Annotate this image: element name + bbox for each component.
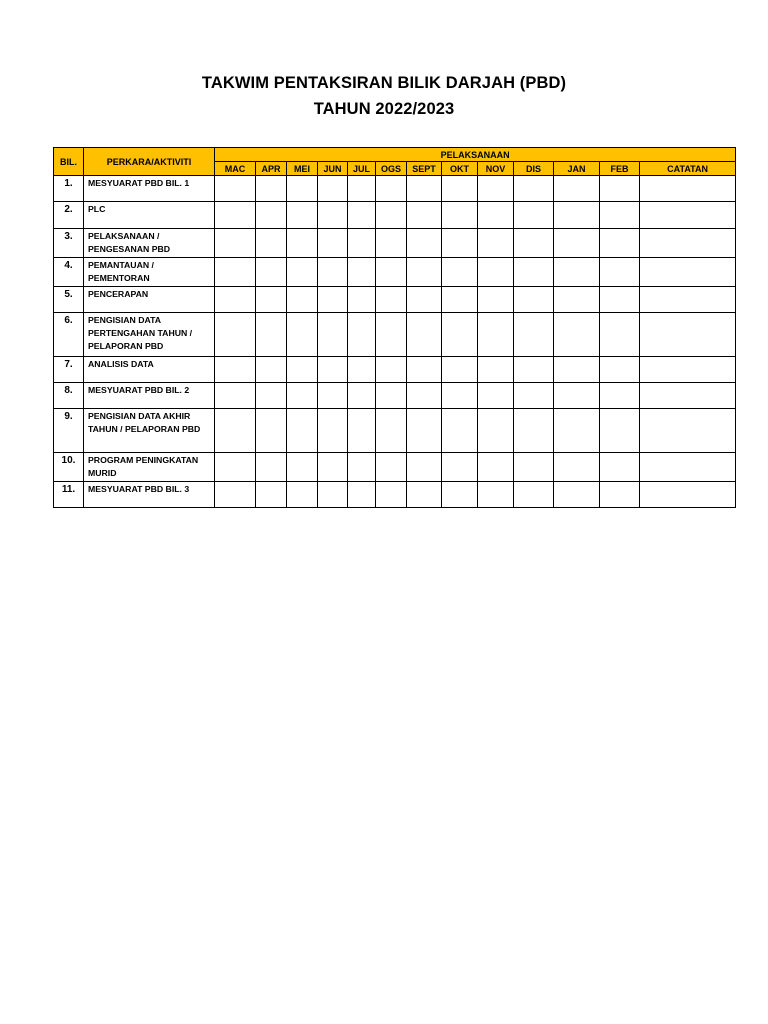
- month-cell: [348, 357, 376, 383]
- header-month-nov: NOV: [478, 162, 514, 176]
- month-cell: [442, 287, 478, 313]
- notes-cell: [640, 287, 736, 313]
- month-cell: [600, 357, 640, 383]
- month-cell: [376, 258, 407, 287]
- month-cell: [215, 383, 256, 409]
- document-title: [0, 70, 768, 122]
- activity-line: PLC: [88, 204, 106, 214]
- header-catatan: CATATAN: [640, 162, 736, 176]
- month-cell: [514, 287, 554, 313]
- month-cell: [478, 313, 514, 357]
- month-cell: [376, 287, 407, 313]
- notes-cell: [640, 482, 736, 508]
- month-cell: [514, 482, 554, 508]
- month-cell: [287, 258, 318, 287]
- header-activity: PERKARA/AKTIVITI: [84, 148, 215, 176]
- month-cell: [287, 482, 318, 508]
- notes-cell: [640, 383, 736, 409]
- activity-line: ANALISIS DATA: [88, 359, 154, 369]
- row-activity: [84, 176, 215, 202]
- table-row: [54, 383, 736, 409]
- activity-line: MESYUARAT PBD BIL. 1: [88, 178, 190, 188]
- month-cell: [318, 357, 348, 383]
- header-month-ogs: OGS: [376, 162, 407, 176]
- table-row: [54, 313, 736, 357]
- month-cell: [514, 357, 554, 383]
- month-cell: [442, 176, 478, 202]
- month-cell: [256, 482, 287, 508]
- month-cell: [600, 258, 640, 287]
- table-header: [54, 148, 736, 176]
- month-cell: [407, 453, 442, 482]
- month-cell: [442, 229, 478, 258]
- row-number: 2.: [54, 202, 84, 229]
- title-line-1: TAKWIM PENTAKSIRAN BILIK DARJAH (PBD): [201, 74, 567, 92]
- activity-line: PEMENTORAN: [88, 273, 150, 283]
- month-cell: [287, 313, 318, 357]
- month-cell: [514, 258, 554, 287]
- month-cell: [318, 176, 348, 202]
- month-cell: [554, 453, 600, 482]
- month-cell: [554, 357, 600, 383]
- row-activity: [84, 453, 215, 482]
- month-cell: [287, 409, 318, 453]
- month-cell: [287, 287, 318, 313]
- month-cell: [256, 229, 287, 258]
- month-cell: [478, 287, 514, 313]
- month-cell: [407, 287, 442, 313]
- month-cell: [376, 482, 407, 508]
- row-number: 7.: [54, 357, 84, 383]
- month-cell: [407, 176, 442, 202]
- month-cell: [215, 202, 256, 229]
- month-cell: [348, 202, 376, 229]
- activity-line: MESYUARAT PBD BIL. 3: [88, 484, 190, 494]
- month-cell: [376, 383, 407, 409]
- month-cell: [318, 202, 348, 229]
- row-activity: [84, 482, 215, 508]
- month-cell: [348, 453, 376, 482]
- row-number: 10.: [54, 453, 84, 482]
- activity-line: PROGRAM PENINGKATAN: [88, 455, 199, 465]
- header-pelaksanaan: PELAKSANAAN: [215, 148, 736, 162]
- row-activity: [84, 287, 215, 313]
- month-cell: [318, 229, 348, 258]
- month-cell: [554, 287, 600, 313]
- month-cell: [554, 202, 600, 229]
- month-cell: [407, 202, 442, 229]
- month-cell: [256, 383, 287, 409]
- month-cell: [318, 313, 348, 357]
- month-cell: [478, 229, 514, 258]
- month-cell: [478, 258, 514, 287]
- row-activity: [84, 258, 215, 287]
- month-cell: [600, 313, 640, 357]
- month-cell: [478, 482, 514, 508]
- month-cell: [514, 383, 554, 409]
- month-cell: [554, 409, 600, 453]
- notes-cell: [640, 258, 736, 287]
- notes-cell: [640, 202, 736, 229]
- header-month-jul: JUL: [348, 162, 376, 176]
- month-cell: [318, 258, 348, 287]
- month-cell: [407, 409, 442, 453]
- month-cell: [514, 453, 554, 482]
- notes-cell: [640, 313, 736, 357]
- month-cell: [442, 482, 478, 508]
- row-number: 8.: [54, 383, 84, 409]
- month-cell: [478, 383, 514, 409]
- month-cell: [215, 176, 256, 202]
- month-cell: [376, 357, 407, 383]
- month-cell: [554, 258, 600, 287]
- activity-line: PELAPORAN PBD: [88, 341, 164, 351]
- month-cell: [215, 313, 256, 357]
- month-cell: [407, 482, 442, 508]
- month-cell: [348, 482, 376, 508]
- header-month-apr: APR: [256, 162, 287, 176]
- month-cell: [215, 287, 256, 313]
- activity-line: PENCERAPAN: [88, 289, 149, 299]
- month-cell: [215, 453, 256, 482]
- month-cell: [514, 409, 554, 453]
- activity-line: PELAKSANAAN /: [88, 231, 160, 241]
- month-cell: [376, 409, 407, 453]
- table-row: [54, 409, 736, 453]
- month-cell: [600, 409, 640, 453]
- month-cell: [318, 383, 348, 409]
- row-number: 6.: [54, 313, 84, 357]
- month-cell: [348, 229, 376, 258]
- month-cell: [215, 258, 256, 287]
- month-cell: [442, 383, 478, 409]
- title-line-2: TAHUN 2022/2023: [313, 100, 455, 118]
- takwim-table: [53, 147, 736, 508]
- month-cell: [554, 176, 600, 202]
- month-cell: [256, 258, 287, 287]
- month-cell: [407, 357, 442, 383]
- row-number: 1.: [54, 176, 84, 202]
- table-row: [54, 229, 736, 258]
- month-cell: [478, 409, 514, 453]
- row-number: 9.: [54, 409, 84, 453]
- table-row: [54, 287, 736, 313]
- table-row: [54, 482, 736, 508]
- month-cell: [407, 383, 442, 409]
- month-cell: [376, 453, 407, 482]
- month-cell: [600, 229, 640, 258]
- activity-line: PENGISIAN DATA AKHIR: [88, 411, 191, 421]
- month-cell: [287, 357, 318, 383]
- activity-line: MESYUARAT PBD BIL. 2: [88, 385, 190, 395]
- month-cell: [514, 176, 554, 202]
- month-cell: [256, 357, 287, 383]
- month-cell: [348, 383, 376, 409]
- month-cell: [348, 287, 376, 313]
- month-cell: [318, 287, 348, 313]
- row-activity: [84, 229, 215, 258]
- month-cell: [287, 229, 318, 258]
- row-activity: [84, 357, 215, 383]
- month-cell: [376, 313, 407, 357]
- table-row: [54, 258, 736, 287]
- month-cell: [600, 202, 640, 229]
- row-number: 11.: [54, 482, 84, 508]
- month-cell: [600, 482, 640, 508]
- row-number: 5.: [54, 287, 84, 313]
- activity-line: PERTENGAHAN TAHUN /: [88, 328, 193, 338]
- header-month-mac: MAC: [215, 162, 256, 176]
- header-month-mei: MEI: [287, 162, 318, 176]
- month-cell: [256, 202, 287, 229]
- activity-line: PEMANTAUAN /: [88, 260, 154, 270]
- row-number: 4.: [54, 258, 84, 287]
- header-month-jan: JAN: [554, 162, 600, 176]
- month-cell: [442, 409, 478, 453]
- month-cell: [407, 313, 442, 357]
- row-activity: [84, 409, 215, 453]
- month-cell: [600, 287, 640, 313]
- month-cell: [287, 202, 318, 229]
- month-cell: [600, 453, 640, 482]
- row-activity: [84, 313, 215, 357]
- month-cell: [348, 176, 376, 202]
- notes-cell: [640, 453, 736, 482]
- month-cell: [376, 202, 407, 229]
- table-body: [54, 176, 736, 508]
- month-cell: [348, 409, 376, 453]
- header-month-feb: FEB: [600, 162, 640, 176]
- month-cell: [256, 176, 287, 202]
- table-row: [54, 202, 736, 229]
- activity-line: PENGESANAN PBD: [88, 244, 171, 254]
- header-month-jun: JUN: [318, 162, 348, 176]
- month-cell: [407, 258, 442, 287]
- activity-line: TAHUN / PELAPORAN PBD: [88, 424, 201, 434]
- table-row: [54, 453, 736, 482]
- month-cell: [318, 409, 348, 453]
- month-cell: [514, 313, 554, 357]
- month-cell: [256, 287, 287, 313]
- row-number: 3.: [54, 229, 84, 258]
- month-cell: [348, 313, 376, 357]
- month-cell: [376, 229, 407, 258]
- month-cell: [442, 258, 478, 287]
- month-cell: [514, 229, 554, 258]
- month-cell: [256, 453, 287, 482]
- month-cell: [600, 383, 640, 409]
- month-cell: [287, 176, 318, 202]
- month-cell: [407, 229, 442, 258]
- month-cell: [478, 202, 514, 229]
- month-cell: [287, 453, 318, 482]
- month-cell: [215, 357, 256, 383]
- activity-line: PENGISIAN DATA: [88, 315, 162, 325]
- month-cell: [554, 383, 600, 409]
- month-cell: [376, 176, 407, 202]
- month-cell: [348, 258, 376, 287]
- month-cell: [478, 357, 514, 383]
- header-bil: BIL.: [54, 148, 84, 176]
- header-month-okt: OKT: [442, 162, 478, 176]
- month-cell: [600, 176, 640, 202]
- row-activity: [84, 383, 215, 409]
- month-cell: [287, 383, 318, 409]
- month-cell: [478, 453, 514, 482]
- month-cell: [256, 409, 287, 453]
- notes-cell: [640, 229, 736, 258]
- month-cell: [215, 409, 256, 453]
- row-activity: [84, 202, 215, 229]
- month-cell: [554, 482, 600, 508]
- notes-cell: [640, 357, 736, 383]
- month-cell: [215, 482, 256, 508]
- month-cell: [256, 313, 287, 357]
- month-cell: [478, 176, 514, 202]
- month-cell: [442, 313, 478, 357]
- month-cell: [554, 313, 600, 357]
- header-month-dis: DIS: [514, 162, 554, 176]
- month-cell: [318, 453, 348, 482]
- month-cell: [442, 202, 478, 229]
- month-cell: [554, 229, 600, 258]
- notes-cell: [640, 409, 736, 453]
- month-cell: [318, 482, 348, 508]
- month-cell: [215, 229, 256, 258]
- header-month-sept: SEPT: [407, 162, 442, 176]
- table-row: [54, 357, 736, 383]
- month-cell: [442, 357, 478, 383]
- month-cell: [514, 202, 554, 229]
- activity-line: MURID: [88, 468, 117, 478]
- month-cell: [442, 453, 478, 482]
- table-row: [54, 176, 736, 202]
- notes-cell: [640, 176, 736, 202]
